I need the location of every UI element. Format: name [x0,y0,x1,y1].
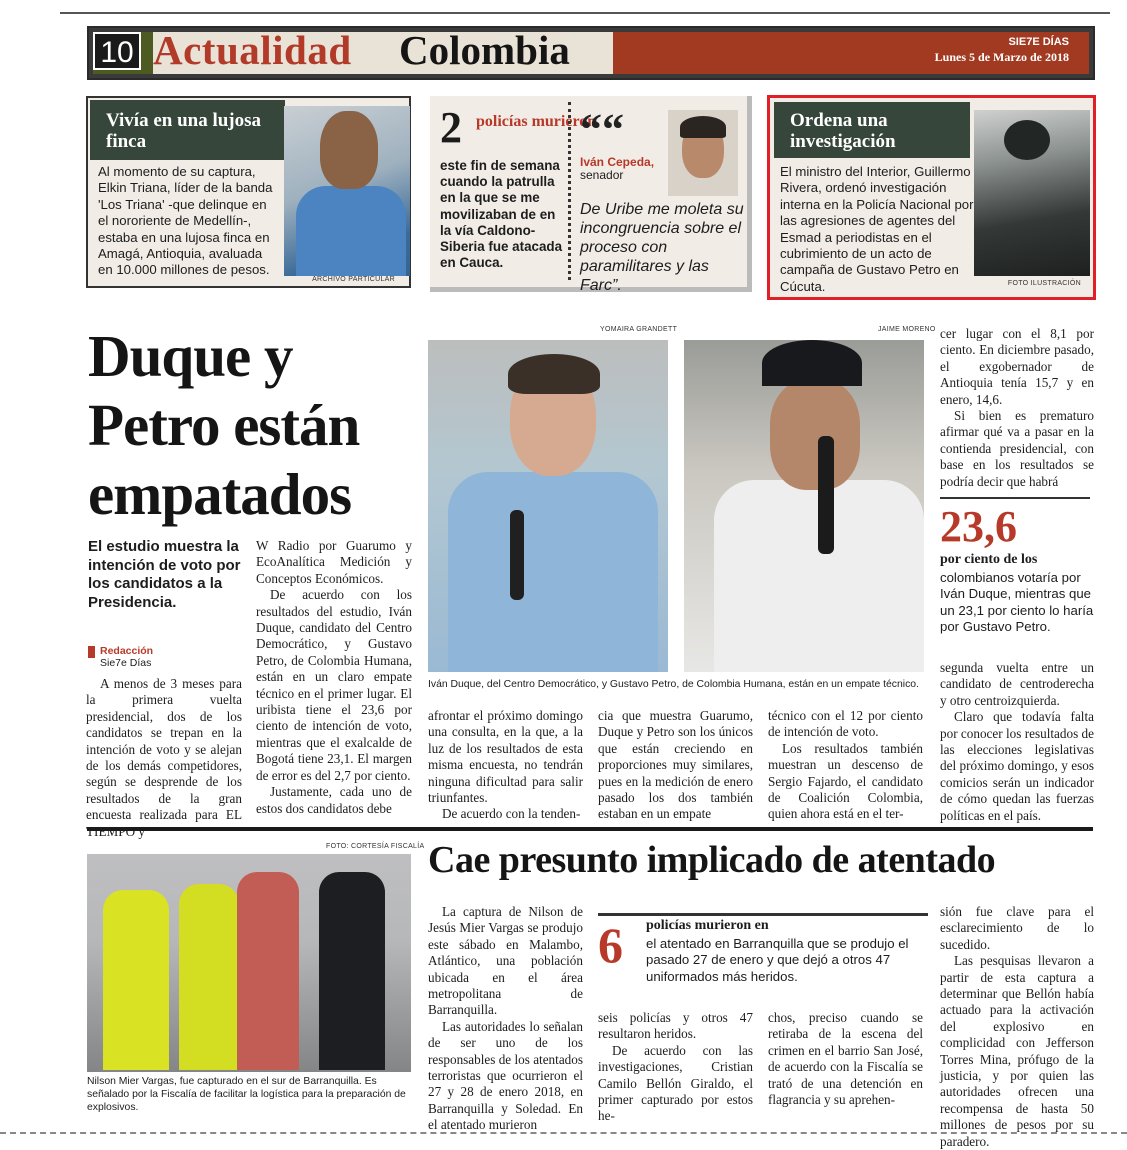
brief-finca [86,96,411,288]
main-col-1 [86,676,242,840]
brief-investigacion [767,95,1096,300]
stat-value: 6 [598,913,928,974]
second-col-1 [428,904,583,1134]
main-col-6-bottom [940,660,1094,824]
paragraph: afrontar el próximo domingo una consulta, en la que, a la luz de los resultados de esta misma encuesta, no tendrán ninguna dificultad para salir triunfantes. [428,708,583,806]
capture-photo [87,854,411,1072]
paragraph: De acuerdo con las investigaciones, Cristian Camilo Bellón Giraldo, el primer capturado por estos he- [598,1042,753,1124]
cepeda-photo [668,110,738,196]
brief-body: El ministro del Interior, Guillermo Rivera, ordenó investigación interna en la Policía Nacional por las agresiones de agentes del Esmad a periodistas en el cubrimiento de un acto de campaña de Gustavo Petro en Cúcuta. [780,164,974,294]
brief-body: este fin de semana cuando la patrulla en la que se me movilizaban de en la vía Caldono-Siberia fue atacada en Cauca. [440,158,563,271]
region-name: Colombia [399,27,570,73]
main-col-2 [256,538,412,817]
main-col-3 [428,708,583,823]
paragraph: Claro que todavía falta por conocer los resultados de las elecciones legislativas del próximo domingo, y esos comicios serán un indicador de cómo quedan las fuerzas políticas en el país. [940,709,1094,823]
issue-date: Lunes 5 de Marzo de 2018 [934,50,1069,64]
photo-credit: FOTO ILUSTRACIÓN [1007,280,1081,287]
byline-label: Redacción [100,645,154,657]
paragraph: Si bien es prematuro afirmar qué va a pasar en la contienda presidencial, con base en los resultados se podría decir que habrá [940,408,1094,489]
byline [88,645,153,669]
page-number: 10 [93,32,141,70]
section-divider [87,827,1093,831]
stat-body: colombianos votaría por Iván Duque, mientras que un 23,1 por ciento lo haría por Gustavo Petro. [940,570,1094,635]
paragraph: sión fue clave para el esclarecimiento de lo sucedido. [940,904,1094,952]
stat-label: policías murieron en [646,918,769,933]
stat-body: el atentado en Barranquilla que se produjo el pasado 27 de enero y que dejó a otros 47 uniformados más heridos. [646,936,909,984]
paragraph: cia que muestra Guarumo, Duque y Petro son los únicos que están creciendo en proporciones muy similares, pues en la medición de enero pasado los dos también estaban en un empate [598,708,753,822]
brief-policias [430,96,752,292]
paragraph: Justamente, cada uno de estos dos candidatos debe [256,784,412,816]
quote-text: De Uribe me moleta su incongruencia sobre el proceso con paramilitares y las Farc”. [580,201,744,294]
second-col-2 [598,1010,753,1125]
brief-title: Ordena una investigación [774,102,970,158]
second-col-3 [768,1010,923,1108]
paragraph: segunda vuelta entre un candidato de centroderecha y otro centroizquierda. [940,660,1094,708]
main-deck: El estudio muestra la intención de voto por los candidatos a la Presidencia. [88,538,241,611]
paragraph: técnico con el 12 por ciento de intención de voto. [768,708,923,740]
police-photo [974,110,1090,276]
petro-photo [684,340,924,672]
photo-credit-petro: JAIME MORENO [878,326,936,333]
paragraph: cer lugar con el 8,1 por ciento. En diciembre pasado, el exgobernador de Antioquia tenía 15,7 y en enero, 14,6. [940,326,1094,407]
paragraph: chos, preciso cuando se retiraba de la escena del crimen en el barrio San José, de acuerdo con la Fiscalía se trató de una detención en flagrancia y su aprehen- [768,1010,923,1108]
brief-body: Al momento de su captura, Elkin Triana, líder de la banda 'Los Triana' -que delinque en el nororiente de Medellín-, estaba en una lujosa finca en Amagá, Antioquia, avaluada en 10.000 millones de pesos. [98,164,273,278]
brief-number: 2 [440,103,462,152]
photo-credit-capture: FOTO: CORTESÍA FISCALÍA [326,843,425,850]
paragraph: A menos de 3 meses para la primera vuelta presidencial, dos de los candidatos se trepan en la intención de voto y se alejan de los demás competidores, según se desprende de los resultados de la gran encuesta realizada para EL TIEMPO y [86,676,242,839]
photo-caption: Nilson Mier Vargas, fue capturado en el sur de Barranquilla. Es señalado por la Fiscalía de facilitar la logística para la preparación de explosivos. [87,1076,406,1113]
bottom-rule [0,1132,1127,1134]
section-header [87,26,1095,80]
main-col-5 [768,708,923,823]
triana-photo [284,106,410,276]
paragraph: seis policías y otros 47 resultaron heridos. [598,1010,753,1042]
dotted-divider [568,102,571,280]
main-col-4 [598,708,753,823]
paragraph: Las pesquisas llevaron a partir de esta captura a determinar que Bellón había actuado para la activación del explosivo en complicidad con Jefferson Torres Mina, prófugo de la justicia, y por quien las autoridades ofrecen una recompensa de hasta 50 millones de pesos por su paradero. [940,953,1094,1149]
newspaper-brand: SIE7E DÍAS [1008,36,1069,48]
duque-photo [428,340,668,672]
author-name: Iván Cepeda, [580,155,655,169]
paragraph: De acuerdo con la tenden- [442,806,581,822]
paragraph: La captura de Nilson de Jesús Mier Vargas se produjo este sábado en Malambo, Atlántico, una población ubicada en el área metropolitana de Barranquilla. [428,904,583,1018]
paragraph: De acuerdo con los resultados del estudio, Iván Duque, candidato del Centro Democrático, y Gustavo Petro, de Colombia Humana, están en un claro empate técnico en el primer lugar. El uribista tiene el 23,6 por ciento de intención de voto, mientras que el exalcalde de Bogotá tiene 23,1. El margen de error es del 2,7 por ciento. [256,587,412,783]
quote-mark-icon: ““ [580,105,624,154]
paragraph: Las autoridades lo señalan de ser uno de los responsables de los atentados terroristas que ocurrieron el 27 y 28 de enero 2018, en Barranquilla y Soledad. En el atentado murieron [428,1018,583,1133]
quote-author [580,156,654,182]
photo-credit-duque: YOMAIRA GRANDETT [600,326,678,333]
brief-number-label: policías murieron [476,113,597,130]
author-role: senador [580,168,624,182]
second-headline: Cae presunto implicado de atentado [428,839,996,881]
paragraph: W Radio por Guarumo y EcoAnalítica Medición y Conceptos Económicos. [256,538,412,586]
stat-value: 23,6 [940,497,1090,552]
top-rule [60,12,1110,14]
section-name: Actualidad [153,27,352,73]
brief-title: Vivía en una lujosa finca [90,100,285,160]
paragraph: Los resultados también muestran un descenso de Sergio Fajardo, el candidato de Coalición Colombia, quien ahora está en el ter- [768,740,923,822]
stat-label: por ciento de los [940,552,1038,567]
byline-outlet: Sie7e Días [100,657,152,669]
photo-caption: Iván Duque, del Centro Democrático, y Gustavo Petro, de Colombia Humana, están en un empate técnico. [428,679,919,690]
main-headline: Duque y Petro están empatados [88,323,360,527]
photo-credit: ARCHIVO PARTICULAR [312,276,395,283]
second-col-4 [940,904,1094,1150]
main-col-6-top [940,326,1094,490]
